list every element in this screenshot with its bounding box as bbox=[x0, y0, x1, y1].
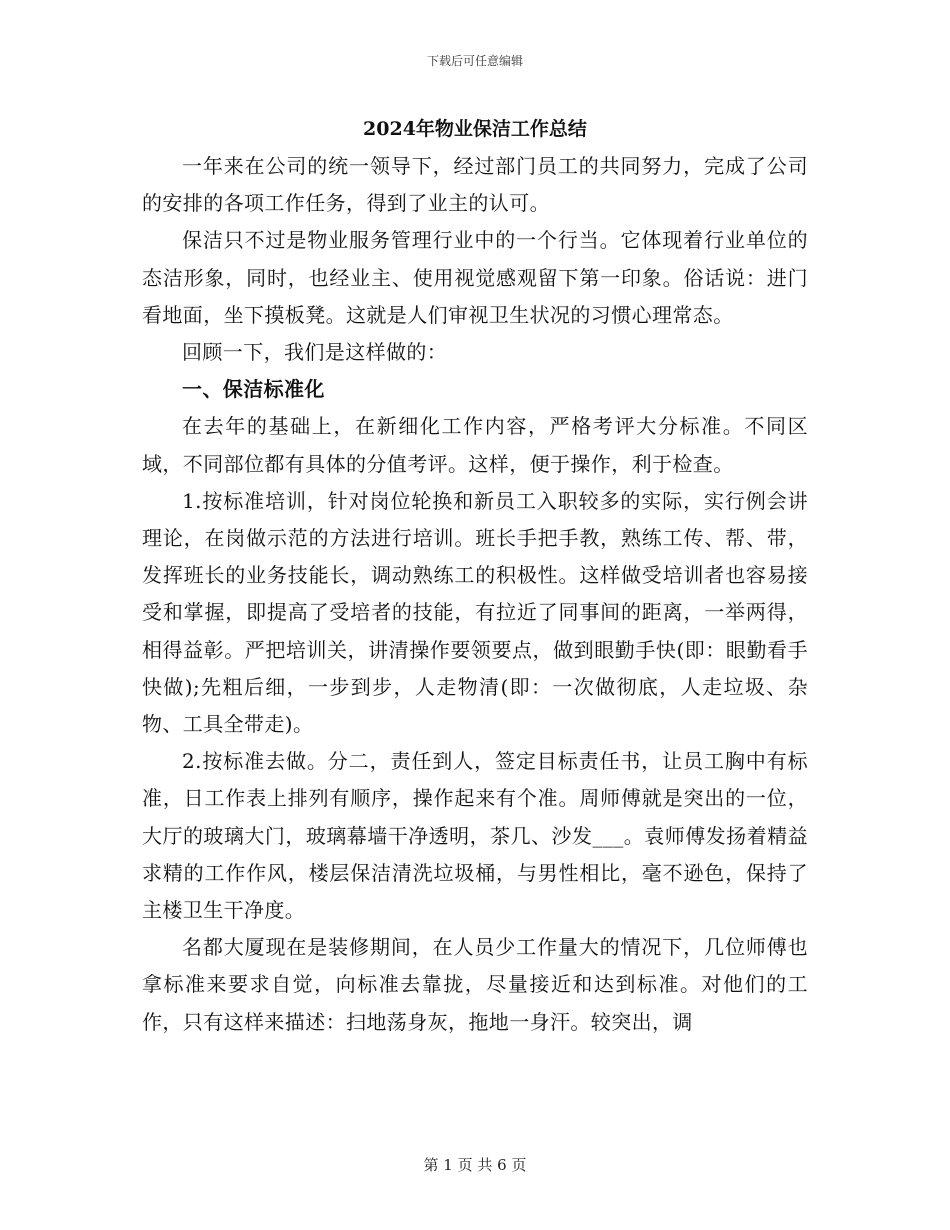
paragraph-execution: 2.按标准去做。分二，责任到人，签定目标责任书，让员工胸中有标准，日工作表上排列有顺序，操作起来有个准。周师傅就是突出的一位，大厅的玻璃大门，玻璃幕墙干净透明，茶几、沙发___。袁师傅发扬着精益求精的工作作风，楼层保洁清洗垃圾桶，与男性相比，毫不逊色，保持了主楼卫生干净度。 bbox=[142, 749, 808, 923]
paragraph-mingdu-building: 名都大厦现在是装修期间，在人员少工作量大的情况下，几位师傅也拿标准来要求自觉，向标准去靠拢，尽量接近和达到标准。对他们的工作，只有这样来描述：扫地荡身灰，拖地一身汗。较突出，调 bbox=[142, 935, 808, 1034]
document-title: 2024年物业保洁工作总结 bbox=[363, 118, 587, 140]
paragraph-training: 1.按标准培训，针对岗位轮换和新员工入职较多的实际，实行例会讲理论，在岗做示范的方法进行培训。班长手把手教，熟练工传、帮、带，发挥班长的业务技能长，调动熟练工的积极性。这样做受培训者也容易接受和掌握，即提高了受培者的技能，有拉近了同事间的距离，一举两得，相得益彰。严把培训关，讲清操作要领要点，做到眼勤手快(即：眼勤看手快做);先粗后细，一步到步，人走物清(即：一次做彻底，人走垃圾、杂物、工具全带走)。 bbox=[142, 488, 808, 737]
paragraph-standards-basis: 在去年的基础上，在新细化工作内容，严格考评大分标准。不同区域，不同部位都有具体的分值考评。这样，便于操作，利于检查。 bbox=[142, 414, 808, 476]
document-body bbox=[142, 110, 808, 1041]
page-number-footer: 第 1 页 共 6 页 bbox=[423, 1156, 527, 1174]
paragraph-review: 回顾一下，我们是这样做的： bbox=[182, 340, 448, 365]
section-heading-standardization: 一、保洁标准化 bbox=[182, 377, 325, 402]
paragraph-cleaning-role: 保洁只不过是物业服务管理行业中的一个行当。它体现着行业单位的态洁形象，同时，也经业主、使用视觉感观留下第一印象。俗话说：进门看地面，坐下摸板凳。这就是人们审视卫生状况的习惯心理常态。 bbox=[142, 228, 808, 327]
paragraph-intro: 一年来在公司的统一领导下，经过部门员工的共同努力，完成了公司的安排的各项工作任务，得到了业主的认可。 bbox=[142, 154, 808, 216]
page-header-note: 下载后可任意编辑 bbox=[426, 54, 523, 68]
